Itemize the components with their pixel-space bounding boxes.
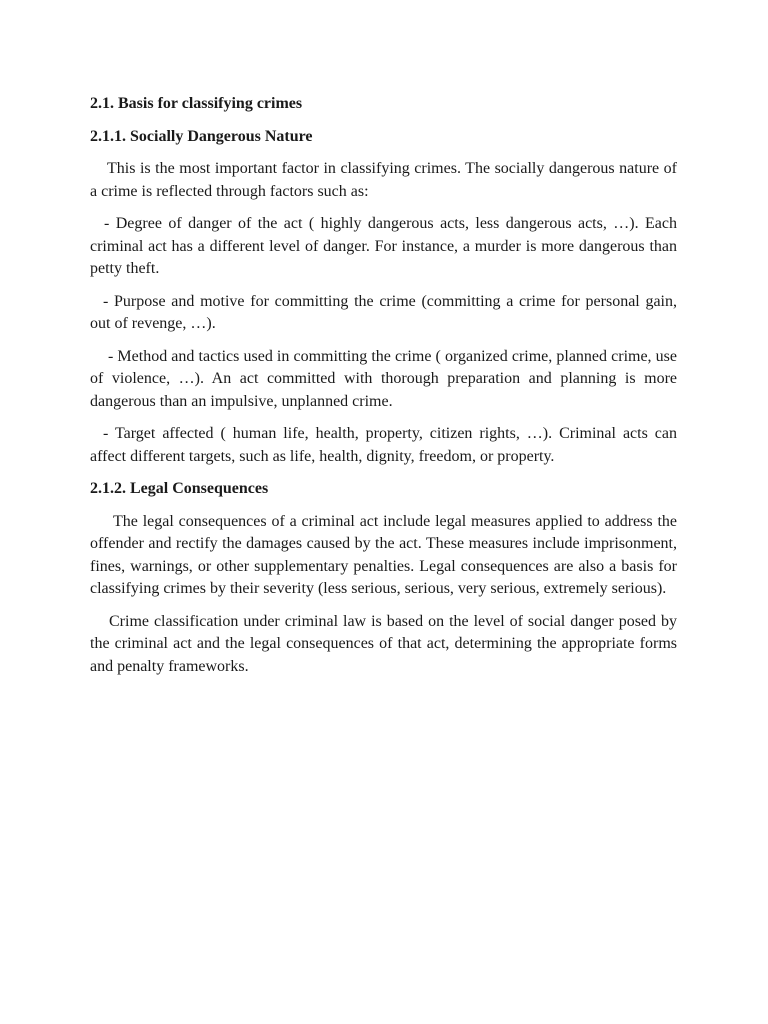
document-page: [90, 93, 677, 688]
list-item-purpose-motive: - Purpose and motive for committing the crime (committing a crime for personal gain, out of revenge, …).: [90, 292, 677, 332]
list-item-method-tactics: - Method and tactics used in committing the crime ( organized crime, planned crime, use of violence, …). An act committed with thorough preparation and planning is more dangerous than an impulsive, unplanned crime.: [90, 347, 677, 410]
list-item-target-affected: - Target affected ( human life, health, property, citizen rights, …). Criminal acts can affect different targets, such as life, health, dignity, freedom, or property.: [90, 425, 677, 465]
section-heading: 2.1. Basis for classifying crimes: [90, 95, 303, 112]
subsection-heading-legal-consequences: 2.1.2. Legal Consequences: [90, 480, 269, 497]
intro-paragraph: This is the most important factor in classifying crimes. The socially dangerous nature of a crime is reflected through factors such as:: [90, 160, 677, 200]
subsection-heading-socially-dangerous: 2.1.1. Socially Dangerous Nature: [90, 127, 313, 145]
legal-consequences-paragraph: The legal consequences of a criminal act include legal measures applied to address the offender and rectify the damages caused by the act. These measures include imprisonment, fines, warnings, or other supplementary penalties. Legal consequences are also a basis for classifying crimes by their severity (less serious, serious, very serious, extremely serious).: [90, 512, 677, 597]
list-item-degree-of-danger: - Degree of danger of the act ( highly dangerous acts, less dangerous acts, …). Each criminal act has a different level of danger. For instance, a murder is more dangerous than petty theft.: [90, 215, 677, 277]
conclusion-paragraph: Crime classification under criminal law is based on the level of social danger posed by the criminal act and the legal consequences of that act, determining the appropriate forms and penalty frameworks.: [90, 612, 677, 675]
